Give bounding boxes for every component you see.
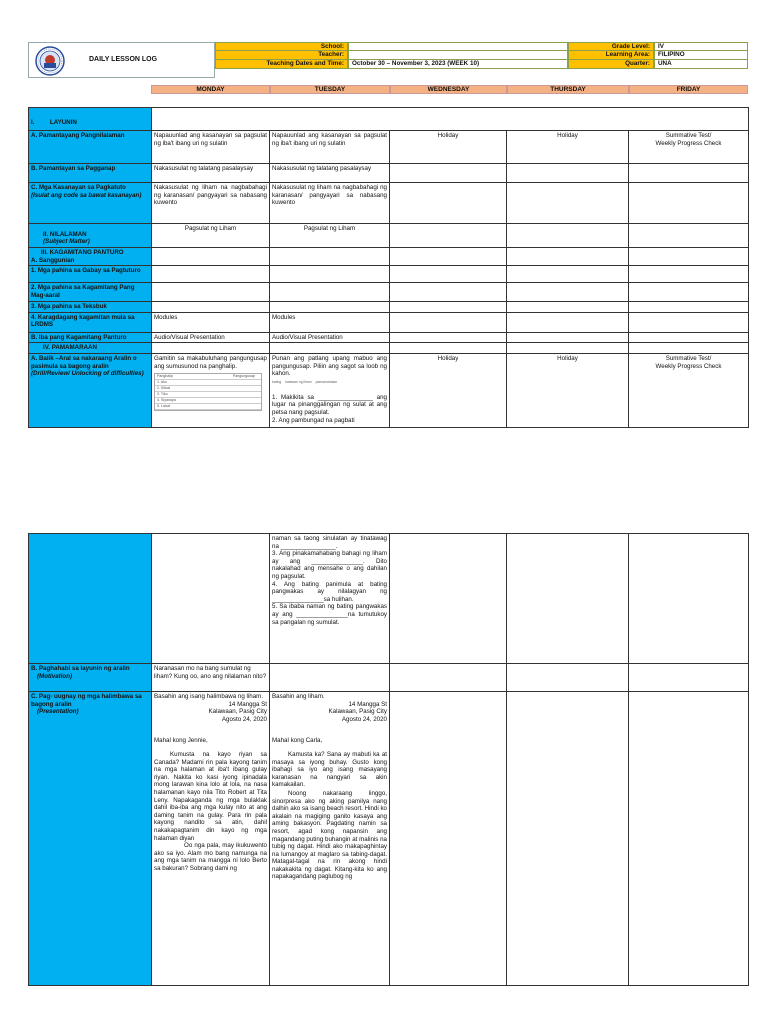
sang-friday: [629, 248, 749, 266]
header-block: [28, 42, 748, 78]
lrdms-label: 4. Karagdagang kagamitan mula sa LRDMS: [29, 312, 152, 332]
a-thursday: Holiday: [507, 131, 629, 164]
fill-item-1: 1. Makikita sa ________________ ang lugar na pinanggalingan ng sulat at ang petsa nang pagsulat.: [272, 393, 387, 416]
teacher-value: [348, 51, 568, 60]
b-friday: [629, 164, 749, 183]
paksa-thursday: [507, 224, 629, 248]
paksa-tuesday: Pagsulat ng Liham: [270, 224, 390, 248]
thumb-item: 5. Lahat: [155, 404, 261, 410]
pamantayang-pangnilalaman-label: A. Pamantayang Pangnilalaman: [29, 131, 152, 164]
grade-level-label: Grade Level:: [568, 42, 654, 51]
pag-wednesday: [390, 664, 507, 692]
c-wednesday: [390, 183, 507, 224]
b-thursday: [507, 164, 629, 183]
sanggunian-title: A. Sanggunian: [31, 256, 75, 264]
kasanayan-label: [29, 183, 152, 224]
gabay-wednesday: [390, 266, 507, 283]
day-header-spacer: [28, 85, 151, 94]
ugnay-wednesday: [390, 692, 507, 986]
teksbuk-label: 3. Mga pahina sa Teksbuk: [29, 302, 152, 313]
thumb-item: 4. Siyanaya: [155, 398, 261, 404]
day-thursday: THURSDAY: [507, 85, 629, 94]
table-row: [29, 283, 749, 302]
sang-tuesday: [270, 248, 390, 266]
letter-body-2: Noong nakaraang linggo, sinorpresa ako ng aking pamilya nang dalhin ako sa isang beach resort. Hindi ko akalain na magiging ganito kasaya ang aming bakasyon. Pagdating namin sa resort, agad kong napansin ang magandang puting buhangin at malinis na tubig ng dagat. Hindi ako makapaghintay na lumangoy at maglaro sa tabing-dagat. Matagal-tagal na rin akong hindi nakakakita ng dagat. Kitang-kita ko ang napakagandang paglubog ng: [272, 789, 387, 881]
iba-wednesday: [390, 332, 507, 343]
pag-tuesday: [270, 664, 390, 692]
table-row: [29, 534, 749, 664]
dates-value: October 30 – November 3, 2023 (WEEK 10): [348, 60, 568, 69]
c-monday: Nakasusulat ng liham na nagbabahagi ng karanasan/ pangyayari sa nabasang kuwento: [152, 183, 270, 224]
pam-friday: [629, 343, 749, 354]
gabay-tuesday: [270, 266, 390, 283]
thumb-item: 1. Ako: [155, 380, 261, 386]
quarter-value: UNA: [654, 60, 748, 69]
layunin-blank: [152, 108, 749, 131]
table-row: [29, 248, 749, 266]
learning-area-value: FILIPINO: [654, 51, 748, 60]
paghahabi-title: B. Paghahabi sa layunin ng aralin: [31, 665, 130, 672]
teacher-label: Teacher:: [215, 51, 348, 60]
balik-monday-text: Gamitin sa makabuluhang pangungusap ang sumusunod na panghalip.: [154, 354, 267, 370]
school-value: [348, 42, 568, 51]
paksa-wednesday: [390, 224, 507, 248]
b-tuesday: Nakasusulat ng talatang pasalaysay: [270, 164, 390, 183]
balik-tuesday: [270, 353, 390, 427]
pag-uugnay-label: [29, 692, 152, 986]
pamamaraan-label: IV. PAMAMARAAN: [29, 343, 152, 354]
balik-wednesday: Holiday: [390, 353, 507, 427]
thumb-item: 3. Tiko: [155, 392, 261, 398]
pam-wednesday: [390, 343, 507, 354]
lesson-table-page-1: [28, 107, 749, 428]
address-line-1: 14 Mangga St: [348, 700, 387, 708]
balik-friday: [629, 353, 749, 427]
iba-label: B. Iba pang Kagamitang Panturo: [29, 332, 152, 343]
document-title: DAILY LESSON LOG: [89, 56, 158, 63]
pam-monday: [152, 343, 270, 354]
quarter-label: Quarter:: [568, 60, 654, 69]
letter-body-1: Kumusta na kayo riyan sa Canada? Madami rin pala kayong tanim na mga halaman at iba't ibang gulay riyan. Nakita ko kasi iyong ipinadala mong larawan kina lolo at lola, na nasa halamanan kayo nila Tito Robert at Tita Leny. Napakaganda ng mga bulaklak dahil iba-iba ang mga kulay nito at ang daming tanim na gulay. Para rin pala kayong nandito sa atin, dahil nakakapagtanim din kayo ng mga halaman diyan: [154, 750, 267, 842]
day-header: [28, 85, 748, 94]
balik-aral-title: A. Balik –Aral sa nakaraang Aralin o pasimula sa bagong aralin: [31, 354, 137, 370]
iba-tuesday: Audio/Visual Presentation: [270, 332, 390, 343]
word-box-item: katawan ng liham: [285, 379, 312, 384]
day-friday: FRIDAY: [629, 85, 748, 94]
magaaral-tuesday: [270, 283, 390, 302]
balik-aral-continued: [29, 534, 152, 664]
pag-friday: [629, 664, 749, 692]
table-row: [29, 353, 749, 427]
deped-seal-icon: [35, 46, 65, 76]
sang-monday: [152, 248, 270, 266]
balik-monday: [152, 353, 270, 427]
magaaral-label: 2. Mga pahina sa Kagamitang Pang Mag-aaral: [29, 283, 152, 302]
address-line-2: Kalawaan, Pasig City: [328, 708, 387, 716]
magaaral-monday: [152, 283, 270, 302]
ugnay-thursday: [507, 692, 629, 986]
balik-thursday: Holiday: [507, 353, 629, 427]
b-monday: Nakasusulat ng talatang pasalaysay: [152, 164, 270, 183]
magaaral-thursday: [507, 283, 629, 302]
lrdms-tuesday: Modules: [270, 312, 390, 332]
table-row: [29, 664, 749, 692]
address-line-1: 14 Mangga St: [228, 700, 267, 708]
teksbuk-tuesday: [270, 302, 390, 313]
summative-line-2: Weekly Progress Check: [655, 139, 722, 147]
iba-friday: [629, 332, 749, 343]
table-row: [29, 131, 749, 164]
c-tuesday: Nakasusulat ng liham na nagbabahagi ng karanasan/ pangyayari sa nabasang kuwento: [270, 183, 390, 224]
greeting-jennie: Mahal kong Jennie,: [154, 737, 208, 745]
letter-body-2: Oo nga pala, may ikukuwento ako sa iyo. Alam mo bang namunga na ang mga tanim na mangga ni lolo Berto sa bakuran? Sobrang dami ng: [154, 842, 267, 872]
fill-item-2: 2. Ang pambungad na pagbati: [272, 416, 355, 424]
thumb-head-2: Pangungusap: [232, 374, 255, 379]
summative-line-1: Summative Test/: [665, 132, 712, 139]
school-label: School:: [215, 42, 348, 51]
iba-monday: Audio/Visual Presentation: [152, 332, 270, 343]
word-box-item: pamamahalan: [315, 379, 338, 384]
a-tuesday: Napauunlad ang kasanayan sa pagsulat ng iba't ibang uri ng sulatin: [270, 131, 390, 164]
pag-uugnay-sub: (Presentation): [37, 708, 79, 716]
teksbuk-monday: [152, 302, 270, 313]
thumb-head-1: Panghalip: [157, 374, 173, 379]
dates-label: Teaching Dates and Time:: [215, 60, 348, 69]
p2-thursday: [507, 534, 629, 664]
kasanayan-title: C. Mga Kasanayan sa Pagkatuto: [31, 184, 126, 191]
p2-tuesday: naman sa taong sinulatan ay tinatawag na ________________. 3. Ang pinakamahabang bahagi ng liham ay ang _______________. Dito nakalahad ang mensahe o ang dahilan ng pagsulat. 4. Ang bating panimula at bating pangwakas ay nilalagyan ng _______________sa hulihan. 5. Sa ibaba naman ng bating pangwakas ay ang _______________na tumutukoy sa pangalan ng sumulat.: [270, 534, 390, 664]
letter-body-1: Kamusta ka? Sana ay mabuti ka at masaya sa iyong buhay. Gusto kong ibahagi sa iyo ang isang masayang karanasan na nangyari sa akin kamakailan.: [272, 750, 387, 789]
table-row: [29, 692, 749, 986]
table-row: [29, 266, 749, 283]
lesson-table-page-2: [28, 533, 749, 986]
lrdms-friday: [629, 312, 749, 332]
pag-monday: Naranasan mo na bang sumulat ng liham? Kung oo, ano ang nilalaman nito?: [152, 664, 270, 692]
table-row: [29, 183, 749, 224]
table-row: [29, 332, 749, 343]
nilalaman-title: II. NILALAMAN: [43, 230, 87, 238]
summative-line-2: Weekly Progress Check: [655, 362, 722, 370]
gabay-thursday: [507, 266, 629, 283]
grade-level-value: IV: [654, 42, 748, 51]
address-line-3: Agosto 24, 2020: [341, 715, 387, 723]
teksbuk-thursday: [507, 302, 629, 313]
learning-area-label: Learning Area:: [568, 51, 654, 60]
word-box-item: bating: [272, 379, 282, 384]
greeting-carla: Mahal kong Carla,: [272, 737, 323, 745]
pag-uugnay-title: C. Pag- uugnay ng mga halimbawa sa bagong aralin: [31, 693, 142, 708]
a-monday: Napauunlad ang kasanayan sa pagsulat ng iba't ibang uri ng sulatin: [152, 131, 270, 164]
balik-aral-sub: (Drill/Review/ Unlocking of difficulties): [31, 370, 144, 378]
c-thursday: [507, 183, 629, 224]
lrdms-wednesday: [390, 312, 507, 332]
lrdms-thursday: [507, 312, 629, 332]
magaaral-wednesday: [390, 283, 507, 302]
b-wednesday: [390, 164, 507, 183]
panghalip-table-thumbnail: [154, 373, 262, 411]
day-wednesday: WEDNESDAY: [390, 85, 507, 94]
table-row: [29, 164, 749, 183]
table-row: [29, 302, 749, 313]
ugnay-tuesday-intro: Basahin ang liham.: [272, 693, 325, 700]
a-friday: [629, 131, 749, 164]
c-friday: [629, 183, 749, 224]
p2-wednesday: [390, 534, 507, 664]
paksa-monday: Pagsulat ng Liham: [152, 224, 270, 248]
paghahabi-label: [29, 664, 152, 692]
layunin-text: I. LAYUNIN: [31, 119, 77, 127]
p2-friday: [629, 534, 749, 664]
ugnay-tuesday: [270, 692, 390, 986]
paghahabi-sub: (Motivation): [37, 672, 73, 680]
table-row: [29, 343, 749, 354]
address-line-2: Kalawaan, Pasig City: [208, 708, 267, 716]
balik-tuesday-text: Punan ang patlang upang mabuo ang pangungusap. Piliin ang sagot sa loob ng kahon.: [272, 354, 387, 378]
day-monday: MONDAY: [151, 85, 270, 94]
ugnay-monday: [152, 692, 270, 986]
ugnay-monday-intro: Basahin ang isang halimbawa ng liham.: [154, 693, 264, 700]
a-wednesday: Holiday: [390, 131, 507, 164]
address-line-3: Agosto 24, 2020: [221, 715, 267, 723]
lrdms-monday: Modules: [152, 312, 270, 332]
logo-area: [28, 42, 215, 78]
table-row: [29, 312, 749, 332]
pag-thursday: [507, 664, 629, 692]
day-tuesday: TUESDAY: [270, 85, 390, 94]
ugnay-friday: [629, 692, 749, 986]
p2-monday: [152, 534, 270, 664]
kagamitan-title: III. KAGAMITANG PANTURO: [41, 249, 124, 256]
gabay-monday: [152, 266, 270, 283]
sang-wednesday: [390, 248, 507, 266]
gabay-friday: [629, 266, 749, 283]
sang-thursday: [507, 248, 629, 266]
balik-aral-label: [29, 353, 152, 427]
nilalaman-label: [29, 224, 152, 248]
layunin-heading: [29, 108, 152, 131]
nilalaman-sub: (Subject Matter): [43, 238, 90, 246]
iba-thursday: [507, 332, 629, 343]
pam-tuesday: [270, 343, 390, 354]
summative-line-1: Summative Test/: [665, 354, 712, 362]
teksbuk-friday: [629, 302, 749, 313]
kagamitan-label: [29, 248, 152, 266]
kasanayan-sub: (Isulat ang code sa bawat kasanayan): [31, 191, 142, 199]
table-row: [29, 108, 749, 131]
magaaral-friday: [629, 283, 749, 302]
pamantayan-sa-pagganap-label: B. Pamantayan sa Pagganap: [29, 164, 152, 183]
table-row: [29, 224, 749, 248]
pam-thursday: [507, 343, 629, 354]
gabay-label: 1. Mga pahina sa Gabay sa Pagtuturo: [29, 266, 152, 283]
thumb-item: 2. Kitkat: [155, 386, 261, 392]
paksa-friday: [629, 224, 749, 248]
teksbuk-wednesday: [390, 302, 507, 313]
